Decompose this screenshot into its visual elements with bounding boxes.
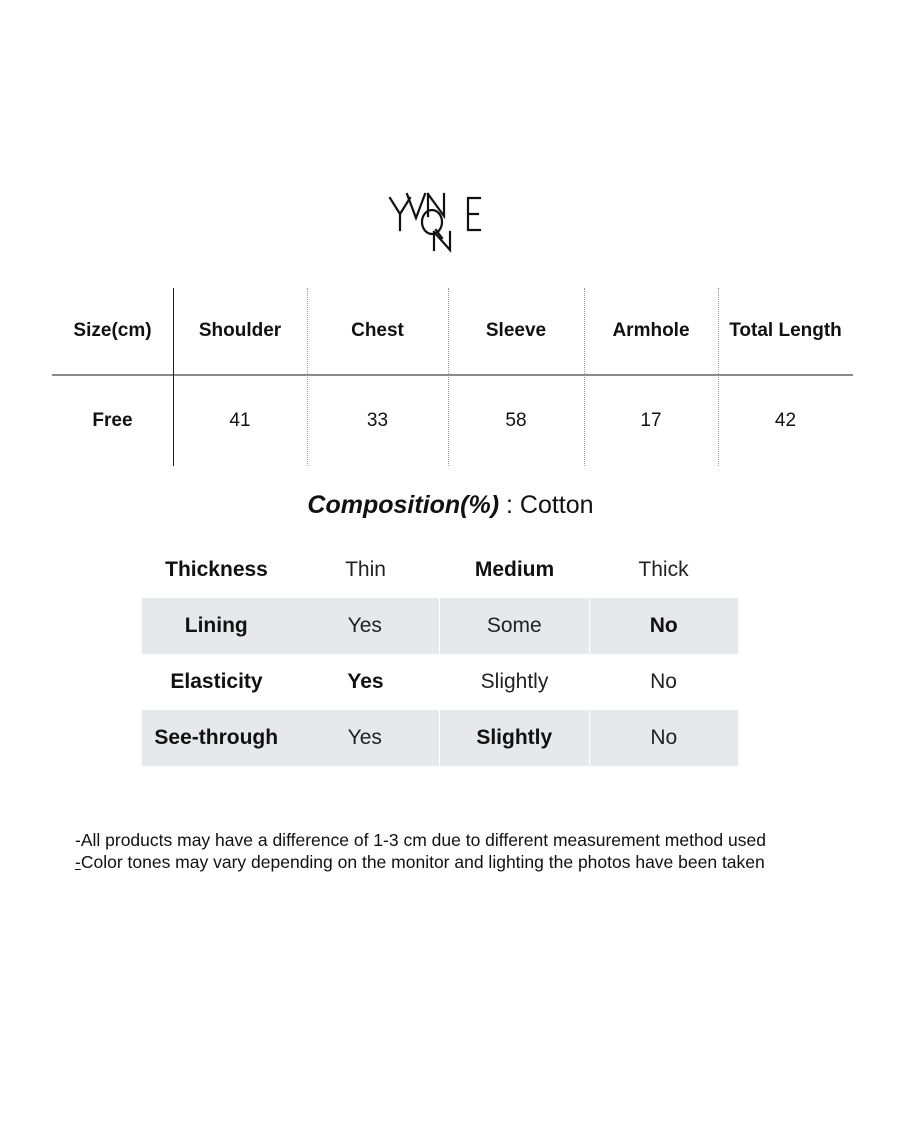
lining-option: Yes bbox=[347, 614, 382, 637]
brand-logo-mark bbox=[380, 188, 500, 258]
chest-header: Chest bbox=[351, 320, 404, 341]
thickness-row bbox=[142, 542, 738, 598]
elasticity-row bbox=[142, 654, 738, 710]
thickness-option: Thin bbox=[345, 558, 386, 581]
thickness-option-selected: Medium bbox=[474, 558, 555, 581]
see-through-option-selected: Slightly bbox=[439, 710, 589, 766]
chest-value: 33 bbox=[366, 410, 389, 431]
brand-logo bbox=[380, 188, 500, 258]
thickness-label: Thickness bbox=[165, 558, 268, 581]
lining-label: Lining bbox=[184, 614, 248, 637]
elasticity-option-selected: Yes bbox=[347, 670, 384, 693]
total-length-header: Total Length bbox=[729, 320, 842, 341]
elasticity-option: Slightly bbox=[480, 670, 549, 693]
composition-label: Composition(%) bbox=[307, 491, 500, 519]
color-note-text: Color tones may vary depending on the monitor and lighting the photos have been taken bbox=[80, 852, 765, 872]
shoulder-value: 41 bbox=[229, 410, 251, 431]
composition-line bbox=[0, 486, 901, 524]
see-through-label: See-through bbox=[154, 726, 279, 749]
lining-row bbox=[142, 598, 738, 654]
composition-separator: : bbox=[499, 491, 520, 519]
color-note-prefix: - bbox=[75, 852, 81, 872]
lining-option: Some bbox=[439, 598, 589, 654]
disclaimer-notes bbox=[75, 829, 766, 873]
total-length-value: 42 bbox=[774, 410, 797, 431]
color-note bbox=[75, 851, 766, 873]
shoulder-header: Shoulder bbox=[198, 320, 282, 341]
lining-option-selected: No bbox=[589, 598, 739, 654]
armhole-header: Armhole bbox=[612, 320, 690, 341]
fabric-attributes-table bbox=[142, 542, 738, 766]
see-through-row bbox=[142, 710, 738, 766]
thickness-option: Thick bbox=[638, 558, 689, 581]
composition-value: Cotton bbox=[519, 491, 594, 519]
measurement-note: -All products may have a difference of 1-3 cm due to different measurement method used bbox=[75, 830, 766, 850]
size-free-label: Free bbox=[92, 410, 133, 431]
sleeve-header: Sleeve bbox=[485, 320, 547, 341]
sleeve-value: 58 bbox=[505, 410, 527, 431]
see-through-option: Yes bbox=[347, 726, 382, 749]
size-table bbox=[52, 288, 853, 466]
elasticity-option: No bbox=[650, 670, 677, 693]
see-through-option: No bbox=[589, 710, 739, 766]
size-header-label: Size(cm) bbox=[73, 320, 152, 341]
elasticity-label: Elasticity bbox=[170, 670, 263, 693]
armhole-value: 17 bbox=[640, 410, 662, 431]
